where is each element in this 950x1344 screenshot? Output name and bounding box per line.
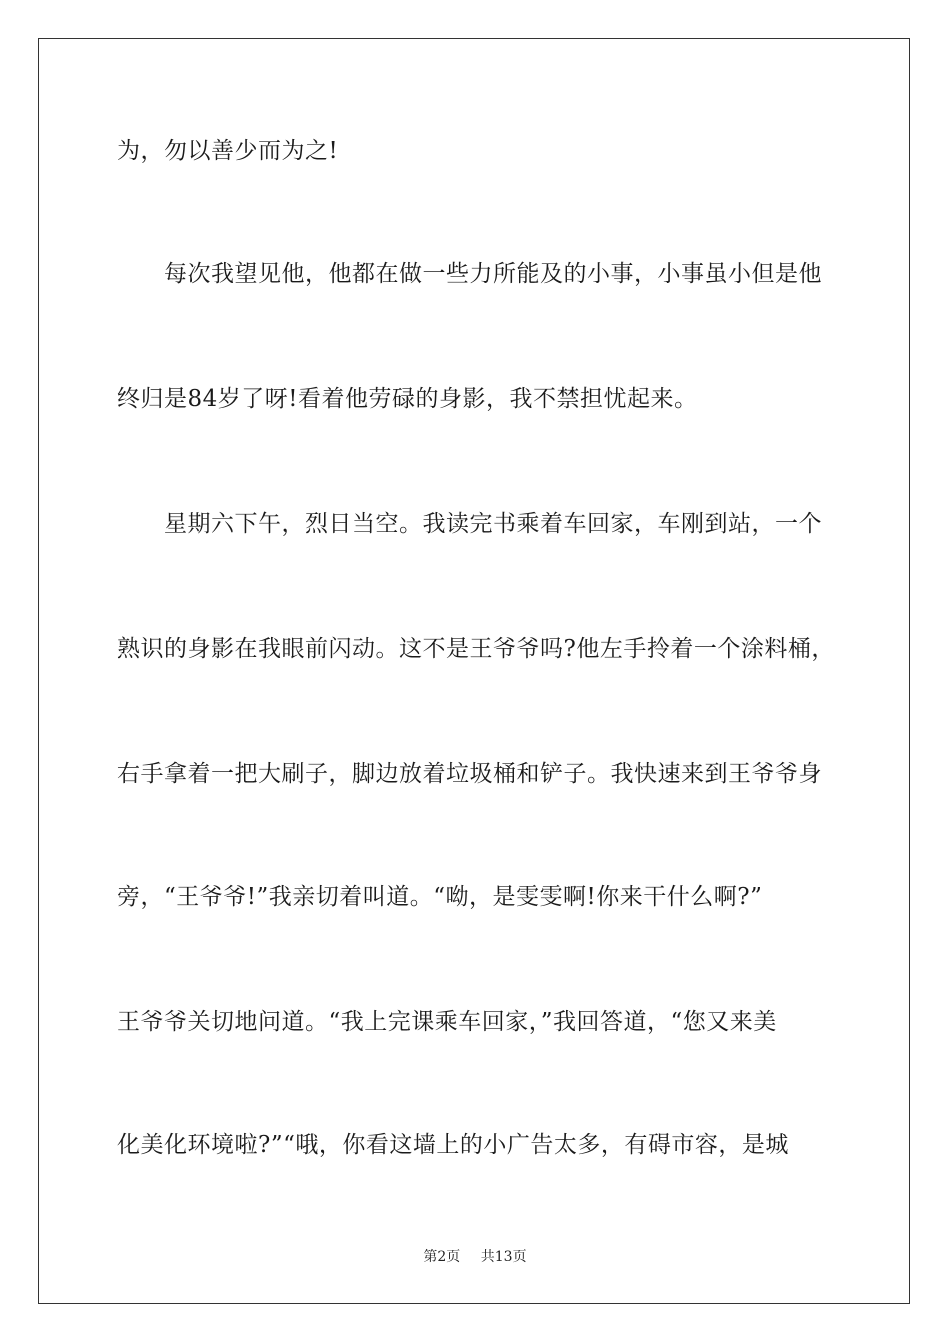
- text-line: 王爷爷关切地问道。“我上完课乘车回家，”我回答道，“您又来美: [117, 1009, 777, 1035]
- page-number: 第2页: [423, 1249, 461, 1265]
- total-pages: 共13页: [480, 1249, 527, 1265]
- text-line: 每次我望见他，他都在做一些力所能及的小事，小事虽小但是他: [117, 261, 822, 287]
- text-line: 右手拿着一把大刷子，脚边放着垃圾桶和铲子。我快速来到王爷爷身: [117, 761, 822, 787]
- page-footer: [0, 1248, 950, 1266]
- text-line: 终归是84岁了呀!看着他劳碌的身影，我不禁担忧起来。: [117, 386, 698, 412]
- text-line: 为，勿以善少而为之!: [117, 138, 339, 164]
- text-line: 熟识的身影在我眼前闪动。这不是王爷爷吗?他左手拎着一个涂料桶，: [117, 636, 835, 662]
- text-line: 化美化环境啦?”“哦，你看这墙上的小广告太多，有碍市容，是城: [117, 1132, 789, 1158]
- text-line: 旁，“王爷爷!”我亲切着叫道。“呦，是雯雯啊!你来干什么啊?”: [117, 884, 763, 910]
- text-line: 星期六下午，烈日当空。我读完书乘着车回家，车刚到站，一个: [117, 511, 822, 537]
- page-border: [38, 38, 910, 1304]
